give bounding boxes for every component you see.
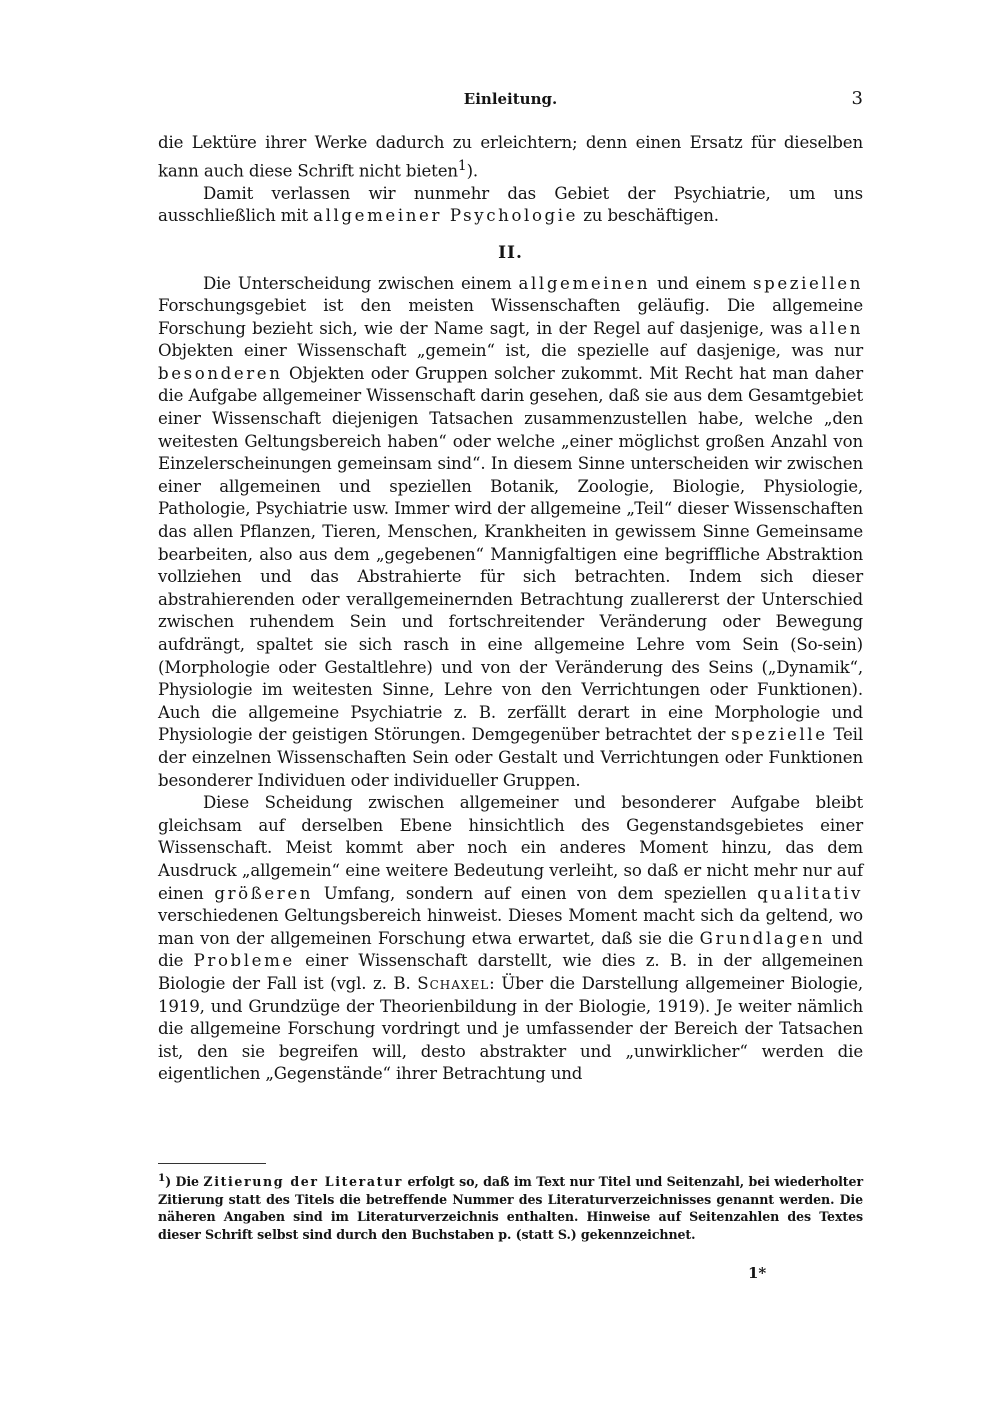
emphasis-spaced: größeren xyxy=(214,883,314,903)
page-number: 3 xyxy=(851,88,863,109)
paragraph-4: Diese Scheidung zwischen allgemeiner und besonderer Aufgabe bleibt gleichsam auf derselben Ebene hinsichtlich des Gegenstandsgebietes einer Wissenschaft. Meist kommt aber noch ein anderes Moment hinzu, das dem Ausdruck „allgemein“ eine weitere Bedeutung verleiht, so daß er nicht mehr nur auf einen größeren Umfang, sondern auf einen von dem speziellen qualitativ verschiedenen Geltungsbereich hinweist. Dieses Moment macht sich da geltend, wo man von der allgemeinen Forschung etwa erwartet, daß sie die Grundlagen und die Probleme einer Wissenschaft darstellt, wie dies z. B. in der allgemeinen Biologie der Fall ist (vgl. z. B. Schaxel: Über die Darstellung allgemeiner Biologie, 1919, und Grundzüge der Theorienbildung in der Biologie, 1919). Je weiter nämlich die allgemeine Forschung vordringt und je umfassender der Bereich der Tatsachen ist, den sie begreifen will, desto abstrakter und „unwirklicher“ werden die eigentlichen „Gegenstände“ ihrer Betrachtung und xyxy=(158,793,864,1084)
emphasis-spaced: besonderen xyxy=(158,363,283,383)
emphasis-spaced: allen xyxy=(808,318,863,338)
main-text xyxy=(158,132,863,1086)
emphasis-spaced: Grundlagen xyxy=(699,928,826,948)
footnote-mark: 1 xyxy=(158,1172,166,1184)
running-title: Einleitung. xyxy=(463,90,558,108)
running-header xyxy=(158,88,863,114)
footnote-divider xyxy=(158,1163,266,1164)
emphasis-spaced: qualitativ xyxy=(757,883,863,903)
emphasis-spaced: Zitierung der Literatur xyxy=(203,1174,404,1190)
paragraph-2: Damit verlassen wir nunmehr das Gebiet der Psychiatrie, um uns ausschließlich mit allgemeiner Psychologie zu beschäftigen. xyxy=(158,183,863,226)
footnote-reference: 1 xyxy=(457,157,467,174)
emphasis-spaced: speziellen xyxy=(753,273,863,293)
signature-mark: 1* xyxy=(748,1264,767,1282)
footnote: $^1$) Die Zitierung der Literatur erfolgt so, daß im Text nur Titel und Seitenzahl, bei wiederholter Zitierung statt des Titels die betreffende Nummer des Literaturverzeichnisses genannt werden. Die näheren Angaben sind im Literaturverzeichnis enthalten. Hinweise auf Seitenzahlen des Textes dieser Schrift selbst sind durch den Buchstaben p. (statt S.) gekennzeichnet. xyxy=(158,1172,863,1242)
author-name: Schaxel xyxy=(417,973,490,993)
emphasis-spaced: Probleme xyxy=(193,951,295,971)
emphasis-spaced: spezielle xyxy=(730,725,828,745)
emphasis-spaced: allgemeinen xyxy=(518,273,651,293)
section-heading: II. xyxy=(498,242,523,263)
paragraph-3: Die Unterscheidung zwischen einem allgemeinen und einem speziellen Forschungsgebiet ist den meisten Wissenschaften geläufig. Die allgemeine Forschung bezieht sich, wie der Name sagt, in der Regel auf dasjenige, was allen Objekten einer Wissenschaft „gemein“ ist, die spezielle auf dasjenige, was nur besonderen Objekten oder Gruppen solcher zukommt. Mit Recht hat man daher die Aufgabe allgemeiner Wissenschaft darin gesehen, daß sie aus dem Gesamtgebiet einer Wissenschaft diejenigen Tatsachen zusammenzustellen habe, welche „den weitesten Geltungsbereich haben“ oder welche „einer möglichst großen Anzahl von Einzelerscheinungen gemeinsam sind“. In diesem Sinne unterscheiden wir zwischen einer allgemeinen und speziellen Botanik, Zoologie, Biologie, Physiologie, Pathologie, Psychiatrie usw. Immer wird der allgemeine „Teil“ dieser Wissenschaften das allen Pflanzen, Tieren, Menschen, Krankheiten in gewissem Sinne Gemeinsame bearbeiten, also aus dem „gegebenen“ Mannigfaltigen eine begriffliche Abstraktion vollziehen und das Abstrahierte für sich betrachten. Indem sich dieser abstrahierenden oder verallgemeinernden Betrachtung zuallererst der Unterschied zwischen ruhendem Sein und fortschreitender Veränderung oder Bewegung aufdrängt, spaltet sie sich rasch in eine allgemeine Lehre vom Sein (So-sein) (Morphologie oder Gestaltlehre) und von der Veränderung des Seins („Dynamik“, Physiologie im weitesten Sinne, Lehre von den Verrichtungen oder Funktionen). Auch die allgemeine Psychiatrie z. B. zerfällt derart in eine Morphologie und Physiologie der geistigen Störungen. Demgegenüber betrachtet der spezielle Teil der einzelnen Wissenschaften Sein oder Gestalt und Verrichtungen oder Funktionen besonderer Individuen oder individueller Gruppen. xyxy=(158,273,863,790)
paragraph-1: die Lektüre ihrer Werke dadurch zu erleichtern; denn einen Ersatz für dieselben kann auch diese Schrift nicht bieten$^1$). xyxy=(158,133,863,181)
emphasis-spaced: allgemeiner Psychologie xyxy=(313,206,579,226)
